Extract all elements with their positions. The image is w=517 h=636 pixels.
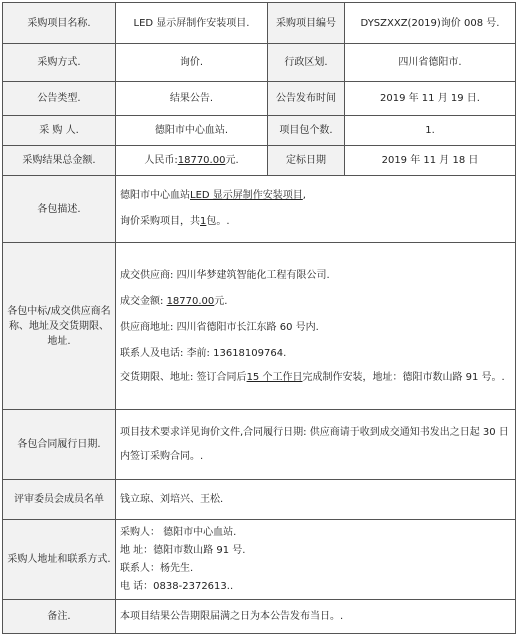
buyer-contact-buyer: 采购人： 德阳市中心血站. xyxy=(120,526,237,538)
project-code-label: 采购项目编号 xyxy=(268,3,345,44)
row-buyer-contact xyxy=(3,520,516,600)
row-procurement-method xyxy=(3,44,516,82)
total-amount-label: 采购结果总金额. xyxy=(3,146,116,176)
region-value: 四川省德阳市. xyxy=(345,44,516,82)
row-remarks xyxy=(3,600,516,634)
remarks-label: 备注. xyxy=(3,600,116,634)
buyer-contact-address: 地 址：德阳市数山路 91 号. xyxy=(120,544,246,556)
remarks-value: 本项目结果公告期限届满之日为本公告发布当日。. xyxy=(116,600,516,634)
procurement-result-table xyxy=(2,2,516,634)
buyer-label: 采 购 人. xyxy=(3,116,116,146)
publish-date-label: 公告发布时间 xyxy=(268,82,345,116)
package-description-line2: 询价采购项目，共1包。. xyxy=(120,216,230,227)
committee-label: 评审委员会成员名单 xyxy=(3,480,116,520)
committee-value: 钱立琼、刘培兴、王松. xyxy=(116,480,516,520)
package-count-underlined: 1 xyxy=(200,216,207,227)
package-description-value xyxy=(116,176,516,243)
winning-supplier-details xyxy=(116,243,516,410)
publish-date-value: 2019 年 11 月 19 日. xyxy=(345,82,516,116)
project-name-underlined: LED 显示屏制作安装项目 xyxy=(190,190,303,201)
row-winning-supplier xyxy=(3,243,516,410)
row-project-name xyxy=(3,3,516,44)
package-description-line1: 德阳市中心血站LED 显示屏制作安装项目, xyxy=(120,190,306,201)
buyer-contact-phone: 电 话：0838-2372613.. xyxy=(120,580,234,592)
row-package-description xyxy=(3,176,516,243)
contract-date-label: 各包合同履行日期. xyxy=(3,410,116,480)
supplier-address-line: 供应商地址: 四川省德阳市长江东路 60 号内. xyxy=(120,322,319,333)
announcement-type-value: 结果公告. xyxy=(116,82,268,116)
announcement-type-label: 公告类型. xyxy=(3,82,116,116)
buyer-contact-label: 采购人地址和联系方式. xyxy=(3,520,116,600)
row-committee xyxy=(3,480,516,520)
package-count-label: 项目包个数. xyxy=(268,116,345,146)
award-date-label: 定标日期 xyxy=(268,146,345,176)
deal-amount-number: 18770.00 xyxy=(166,296,215,307)
contract-date-value: 项目技术要求详见询价文件,合同履行日期: 供应商请于收到成交通知书发出之日起 30 日内签订采购合同。. xyxy=(116,410,516,480)
procurement-method-label: 采购方式. xyxy=(3,44,116,82)
buyer-contact-person: 联系人：杨先生. xyxy=(120,562,194,574)
total-amount-number: 18770.00 xyxy=(177,155,226,166)
supplier-contact-line: 联系人及电话: 李前: 13618109764. xyxy=(120,348,287,359)
deal-amount-line: 成交金额: 18770.00元. xyxy=(120,296,228,307)
buyer-value: 德阳市中心血站. xyxy=(116,116,268,146)
procurement-method-value: 询价. xyxy=(116,44,268,82)
row-contract-date xyxy=(3,410,516,480)
row-buyer xyxy=(3,116,516,146)
project-name-label: 采购项目名称. xyxy=(3,3,116,44)
award-date-value: 2019 年 11 月 18 日 xyxy=(345,146,516,176)
winning-supplier-label: 各包中标/成交供应商名称、地址及交货期限、地址. xyxy=(3,243,116,410)
package-count-value: 1. xyxy=(345,116,516,146)
region-label: 行政区划. xyxy=(268,44,345,82)
total-amount-value: 人民币:18770.00元. xyxy=(116,146,268,176)
row-announcement-type xyxy=(3,82,516,116)
delivery-line: 交货期限、地址: 签订合同后15 个工作日完成制作安装，地址：德阳市数山路 91 号。. xyxy=(120,372,505,383)
supplier-name-line: 成交供应商: 四川华梦建筑智能化工程有限公司. xyxy=(120,270,330,281)
buyer-contact-details xyxy=(116,520,516,600)
package-description-label: 各包描述. xyxy=(3,176,116,243)
delivery-period-underlined: 15 个工作日 xyxy=(246,372,303,383)
project-name-value: LED 显示屏制作安装项目. xyxy=(116,3,268,44)
row-total-amount xyxy=(3,146,516,176)
project-code-value: DYSZXXZ(2019)询价 008 号. xyxy=(345,3,516,44)
